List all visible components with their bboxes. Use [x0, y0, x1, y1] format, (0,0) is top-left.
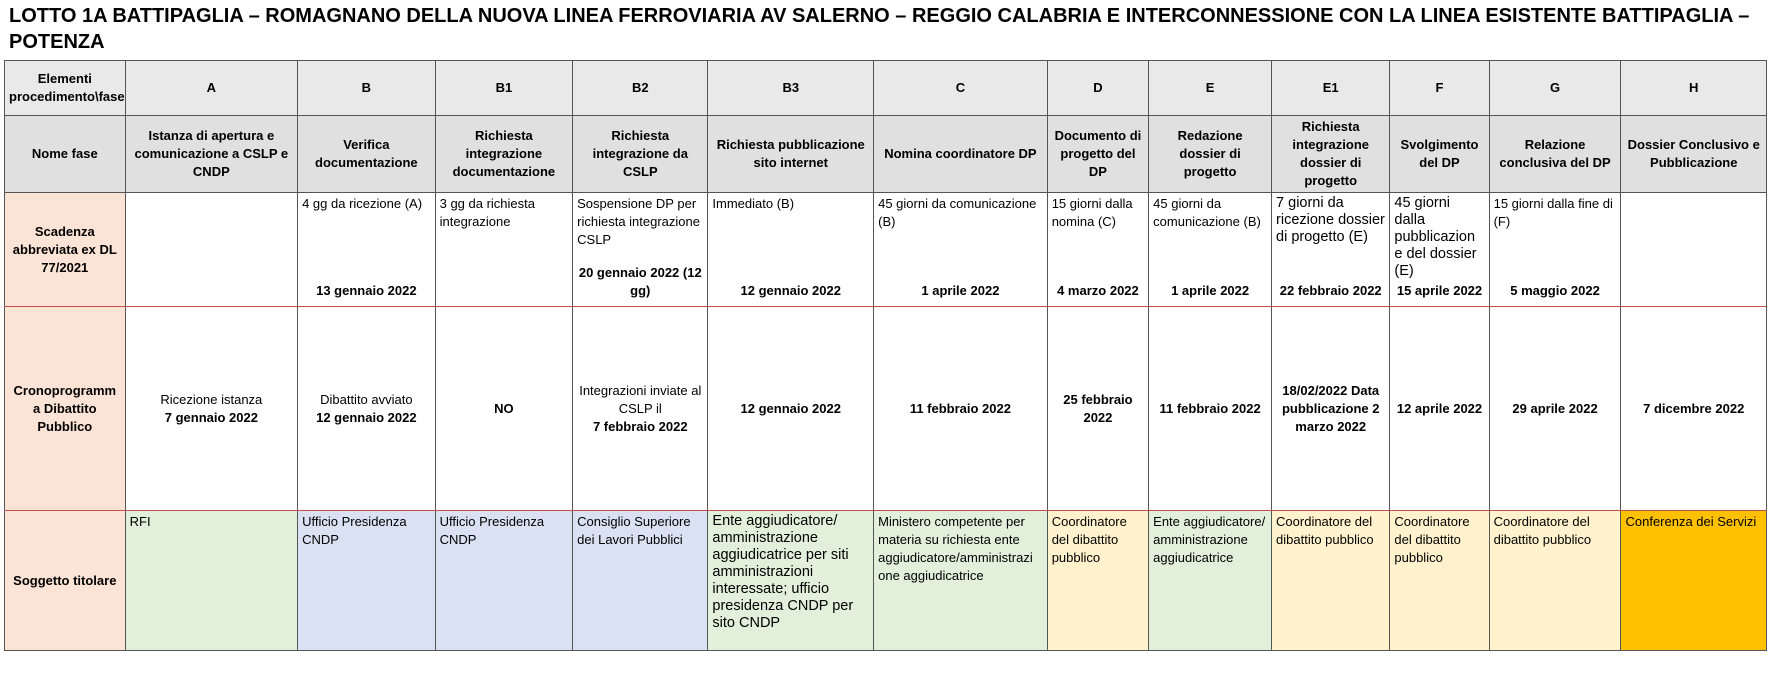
deadline-date: 4 marzo 2022 [1057, 283, 1139, 298]
deadline-cell [125, 193, 297, 307]
owner-cell: Conferenza dei Servizi [1621, 511, 1767, 651]
phase-name-row [5, 116, 1767, 193]
phase-code: H [1621, 61, 1767, 116]
phase-code: B3 [708, 61, 874, 116]
schedule-date: 18/02/2022 Data pubblicazione 2 marzo 2022 [1281, 382, 1380, 434]
phase-name: Richiesta pubblicazione sito internet [708, 116, 874, 193]
deadline-cell [1390, 193, 1489, 307]
deadline-desc: 15 giorni dalla nomina (C) [1051, 196, 1133, 229]
phase-name: Relazione conclusiva del DP [1489, 116, 1621, 193]
schedule-date: 12 gennaio 2022 [740, 400, 841, 416]
owner-cell: Coordinatore del dibattito pubblico [1047, 511, 1148, 651]
owner-cell: Consiglio Superiore dei Lavori Pubblici [573, 511, 708, 651]
schedule-cell [1047, 307, 1148, 511]
schedule-cell [1390, 307, 1489, 511]
owner-cell: Ufficio Presidenza CNDP [435, 511, 573, 651]
deadline-cell [708, 193, 874, 307]
deadline-cell [1149, 193, 1272, 307]
schedule-text: Integrazioni inviate al CSLP il [579, 382, 702, 416]
deadline-desc: Immediato (B) [712, 196, 795, 211]
schedule-cell [1621, 307, 1767, 511]
phase-name: Nomina coordinatore DP [874, 116, 1048, 193]
owner-cell: Ufficio Presidenza CNDP [298, 511, 436, 651]
deadline-date: 22 febbraio 2022 [1279, 283, 1382, 298]
deadline-cell [435, 193, 573, 307]
deadline-cell [298, 193, 436, 307]
deadline-desc: Sospensione DP per richiesta integrazione CSLP [577, 196, 700, 247]
schedule-date: 11 febbraio 2022 [1159, 400, 1261, 416]
owner-row [5, 511, 1767, 651]
schedule-cell [1149, 307, 1272, 511]
phase-code: E [1149, 61, 1272, 116]
row-label-cronoprogramma: Cronoprogramm a Dibattito Pubblico [5, 307, 126, 511]
phase-code: C [874, 61, 1048, 116]
deadline-desc: 45 giorni dalla pubblicazion e del dossier (E) [1394, 195, 1477, 279]
deadline-row [5, 193, 1767, 307]
row-label-scadenza: Scadenza abbreviata ex DL 77/2021 [5, 193, 126, 307]
deadline-date: 12 gennaio 2022 [740, 283, 841, 298]
phase-code-row [5, 61, 1767, 116]
phase-name: Richiesta integrazione documentazione [435, 116, 573, 193]
schedule-cell [708, 307, 874, 511]
owner-cell: Ministero competente per materia su richiesta ente aggiudicatore/amministrazi one aggiudicatrice [874, 511, 1048, 651]
schedule-date: 12 aprile 2022 [1396, 400, 1483, 416]
deadline-date: 15 aprile 2022 [1396, 283, 1483, 298]
phase-code: A [125, 61, 297, 116]
deadline-cell [874, 193, 1048, 307]
schedule-row [5, 307, 1767, 511]
schedule-date: 7 febbraio 2022 [592, 418, 688, 434]
schedule-cell [874, 307, 1048, 511]
phase-name: Istanza di apertura e comunicazione a CSLP e CNDP [125, 116, 297, 193]
phase-name: Documento di progetto del DP [1047, 116, 1148, 193]
phase-code: D [1047, 61, 1148, 116]
schedule-cell [298, 307, 436, 511]
phase-code: F [1390, 61, 1489, 116]
schedule-cell [125, 307, 297, 511]
phase-name: Richiesta integrazione da CSLP [573, 116, 708, 193]
corner-cell: Elementi procedimento\fase [5, 61, 126, 116]
phase-code: B2 [573, 61, 708, 116]
schedule-text: Dibattito avviato [320, 391, 413, 407]
schedule-date: NO [494, 400, 514, 416]
owner-cell: Coordinatore del dibattito pubblico [1390, 511, 1489, 651]
phase-name: Svolgimento del DP [1390, 116, 1489, 193]
schedule-text: Ricezione istanza [160, 391, 263, 407]
procedure-table [4, 60, 1767, 651]
document-title: LOTTO 1A BATTIPAGLIA – ROMAGNANO DELLA NUOVA LINEA FERROVIARIA AV SALERNO – REGGIO CALABRIA E INTERCONNESSIONE CON LA LINEA ESISTENTE BATTIPAGLIA – POTENZA [9, 5, 1750, 53]
schedule-cell [1489, 307, 1621, 511]
deadline-date: 1 aprile 2022 [1171, 283, 1250, 298]
deadline-desc: 4 gg da ricezione (A) [302, 196, 423, 211]
deadline-date: 13 gennaio 2022 [316, 283, 417, 298]
phase-code: B [298, 61, 436, 116]
schedule-cell [1272, 307, 1390, 511]
phase-code: B1 [435, 61, 573, 116]
deadline-desc: 7 giorni da ricezione dossier di progetto (E) [1276, 195, 1385, 245]
row-label-soggetto: Soggetto titolare [5, 511, 126, 651]
schedule-cell [573, 307, 708, 511]
deadline-date: 20 gennaio 2022 (12 gg) [578, 265, 702, 298]
schedule-date: 7 dicembre 2022 [1643, 400, 1745, 416]
schedule-cell [435, 307, 573, 511]
schedule-date: 29 aprile 2022 [1512, 400, 1598, 416]
schedule-date: 12 gennaio 2022 [316, 409, 417, 425]
deadline-cell [1047, 193, 1148, 307]
phase-name: Redazione dossier di progetto [1149, 116, 1272, 193]
deadline-date: 1 aprile 2022 [921, 283, 1000, 298]
phase-name: Dossier Conclusivo e Pubblicazione [1621, 116, 1767, 193]
deadline-cell [573, 193, 708, 307]
schedule-date: 25 febbraio 2022 [1063, 391, 1133, 425]
deadline-cell [1489, 193, 1621, 307]
phase-name: Verifica documentazione [298, 116, 436, 193]
schedule-date: 11 febbraio 2022 [909, 400, 1011, 416]
deadline-desc: 45 giorni da comunicazione (B) [878, 196, 1037, 229]
phase-code: E1 [1272, 61, 1390, 116]
owner-cell: Ente aggiudicatore/ amministrazione aggiudicatrice [1149, 511, 1272, 651]
deadline-desc: 45 giorni da comunicazione (B) [1153, 196, 1261, 229]
owner-cell: RFI [125, 511, 297, 651]
phase-code: G [1489, 61, 1621, 116]
owner-cell: Coordinatore del dibattito pubblico [1489, 511, 1621, 651]
deadline-cell [1272, 193, 1390, 307]
deadline-date: 5 maggio 2022 [1510, 283, 1600, 298]
schedule-date: 7 gennaio 2022 [164, 409, 258, 425]
deadline-desc: 15 giorni dalla fine di (F) [1493, 196, 1613, 229]
owner-cell: Ente aggiudicatore/ amministrazione aggiudicatrice per siti amministrazioni interessate; ufficio presidenza CNDP per sito CNDP [708, 511, 874, 651]
deadline-desc: 3 gg da richiesta integrazione [439, 196, 536, 229]
row-label-nome-fase: Nome fase [5, 116, 126, 193]
phase-name: Richiesta integrazione dossier di progetto [1272, 116, 1390, 193]
owner-cell: Coordinatore del dibattito pubblico [1272, 511, 1390, 651]
deadline-cell [1621, 193, 1767, 307]
